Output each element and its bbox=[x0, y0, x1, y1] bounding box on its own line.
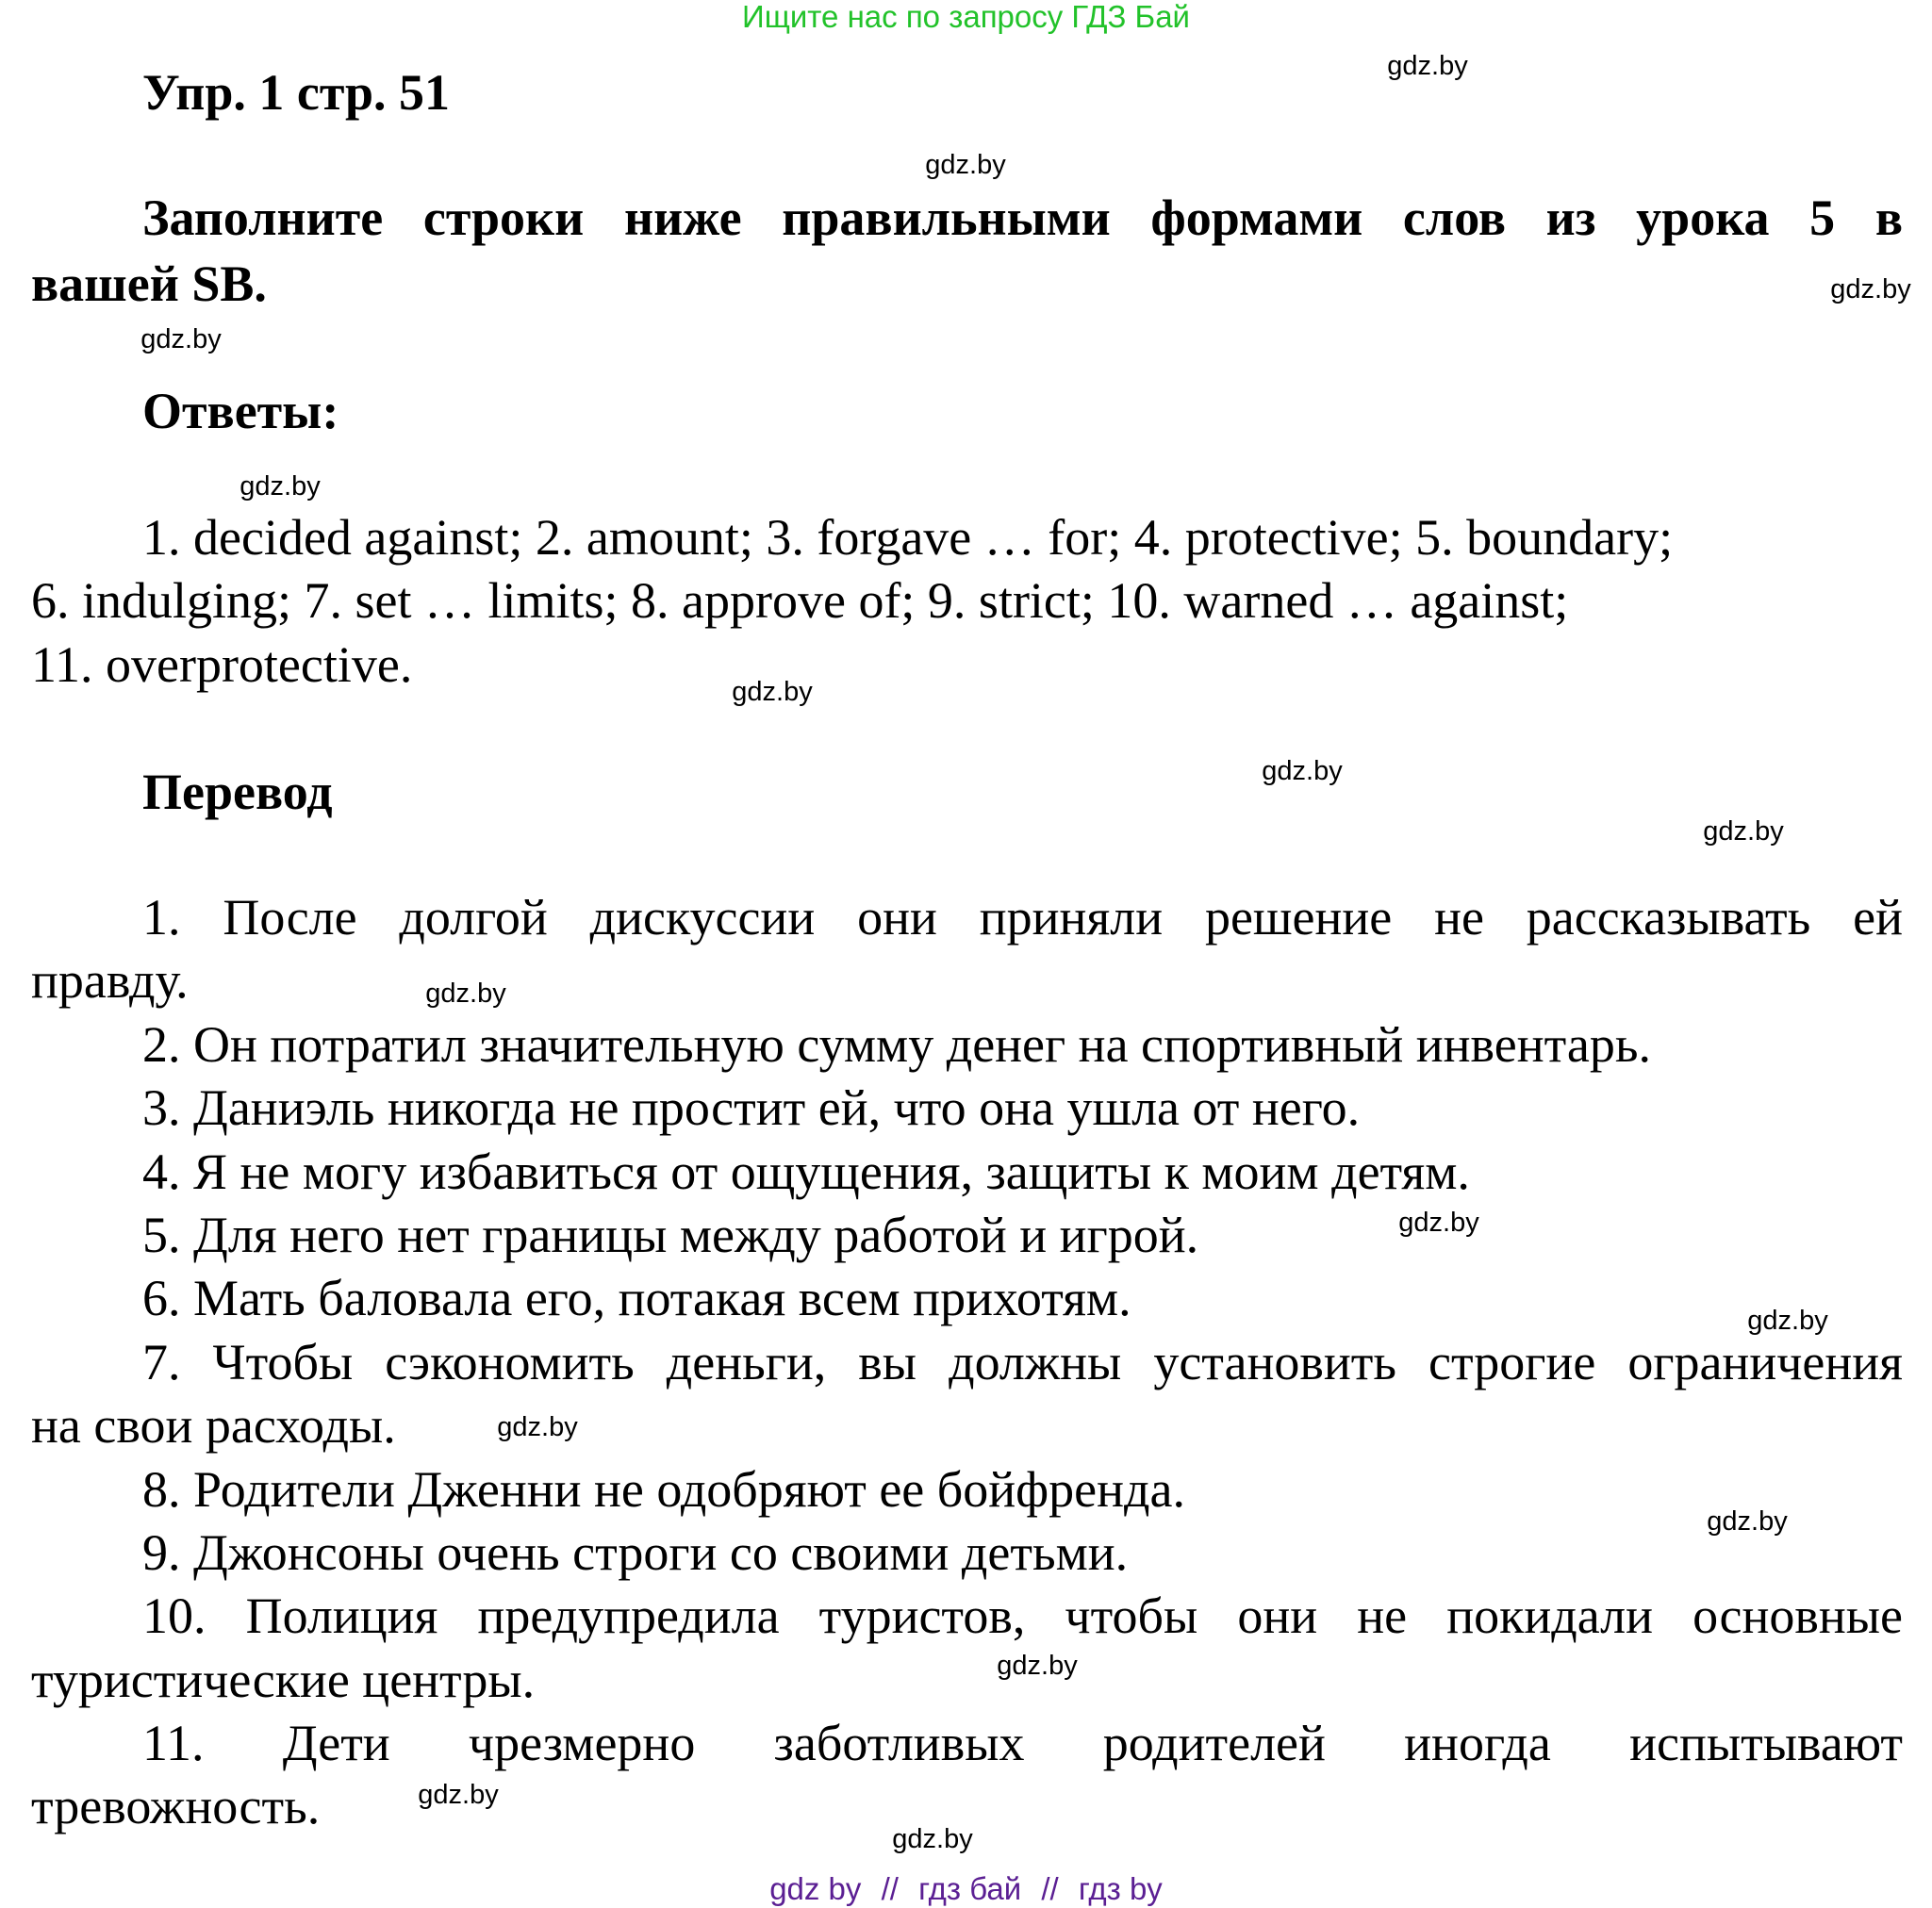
watermark: gdz.by bbox=[1398, 1208, 1479, 1238]
watermark: gdz.by bbox=[1703, 816, 1784, 847]
translation-line: 6. Мать баловала его, потакая всем прихотям. bbox=[142, 1270, 1131, 1327]
watermark: gdz.by bbox=[1747, 1306, 1828, 1336]
translation-line: тревожность. bbox=[31, 1778, 321, 1835]
watermark: gdz.by bbox=[497, 1412, 578, 1442]
translation-line: 9. Джонсоны очень строги со своими детьми. bbox=[142, 1523, 1129, 1581]
answers-line: 11. overprotective. bbox=[31, 635, 413, 693]
translation-line: 5. Для него нет границы между работой и игрой. bbox=[142, 1206, 1199, 1263]
translation-line: 4. Я не могу избавиться от ощущения, защиты к моим детям. bbox=[142, 1143, 1470, 1200]
translation-line: 2. Он потратил значительную сумму денег на спортивный инвентарь. bbox=[142, 1015, 1651, 1073]
watermark: gdz.by bbox=[1387, 51, 1468, 81]
footer-link-gdz-by[interactable]: gdz by bbox=[769, 1871, 862, 1906]
translation-list bbox=[31, 886, 1903, 1839]
translation-line: 11. Дети чрезмерно заботливых родителей иногда испытывают bbox=[142, 1715, 1903, 1772]
watermark: gdz.by bbox=[925, 150, 1006, 180]
footer-separator: // bbox=[881, 1871, 899, 1906]
answers-line: 1. decided against; 2. amount; 3. forgave … for; 4. protective; 5. boundary; bbox=[142, 509, 1674, 566]
watermark: gdz.by bbox=[892, 1824, 973, 1854]
watermark: gdz.by bbox=[239, 471, 321, 502]
footer-separator: // bbox=[1041, 1871, 1059, 1906]
translation-heading: Перевод bbox=[142, 764, 333, 820]
translation-line: 8. Родители Дженни не одобряют ее бойфренда. bbox=[142, 1460, 1185, 1518]
translation-line: 10. Полиция предупредила туристов, чтобы они не покидали основные bbox=[142, 1587, 1903, 1645]
watermark: gdz.by bbox=[732, 677, 813, 707]
watermark: gdz.by bbox=[1830, 274, 1911, 304]
footer-link-gdz-by-cyr[interactable]: гдз by bbox=[1078, 1871, 1163, 1906]
translation-line: туристические центры. bbox=[31, 1651, 536, 1708]
watermark: gdz.by bbox=[418, 1780, 499, 1810]
translation-line: 3. Даниэль никогда не простит ей, что она ушла от него. bbox=[142, 1079, 1361, 1137]
translation-line: 1. После долгой дискуссии они приняли решение не рассказывать ей bbox=[142, 889, 1903, 946]
translation-line: 7. Чтобы сэкономить деньги, вы должны установить строгие ограничения bbox=[142, 1333, 1903, 1390]
watermark: gdz.by bbox=[425, 979, 506, 1009]
footer-link-gdz-bai[interactable]: гдз бай bbox=[918, 1871, 1022, 1906]
answers-line: 6. indulging; 7. set … limits; 8. approve of; 9. strict; 10. warned … against; bbox=[31, 572, 1569, 630]
answers-heading: Ответы: bbox=[142, 383, 339, 439]
translation-line: на свои расходы. bbox=[31, 1397, 396, 1455]
page-title: Упр. 1 стр. 51 bbox=[142, 64, 451, 121]
footer-links bbox=[0, 1870, 1932, 1908]
task-line: вашей SB. bbox=[31, 255, 267, 312]
task-line: Заполните строки ниже правильными формами слов из урока 5 в bbox=[142, 189, 1903, 246]
watermark: gdz.by bbox=[140, 324, 222, 354]
search-banner: Ищите нас по запросу ГДЗ Бай bbox=[742, 0, 1190, 34]
translation-line: правду. bbox=[31, 952, 189, 1010]
answers-list bbox=[31, 506, 1903, 697]
watermark: gdz.by bbox=[1707, 1506, 1788, 1537]
watermark: gdz.by bbox=[1262, 756, 1343, 786]
task-instructions bbox=[31, 185, 1903, 317]
watermark: gdz.by bbox=[997, 1651, 1078, 1681]
